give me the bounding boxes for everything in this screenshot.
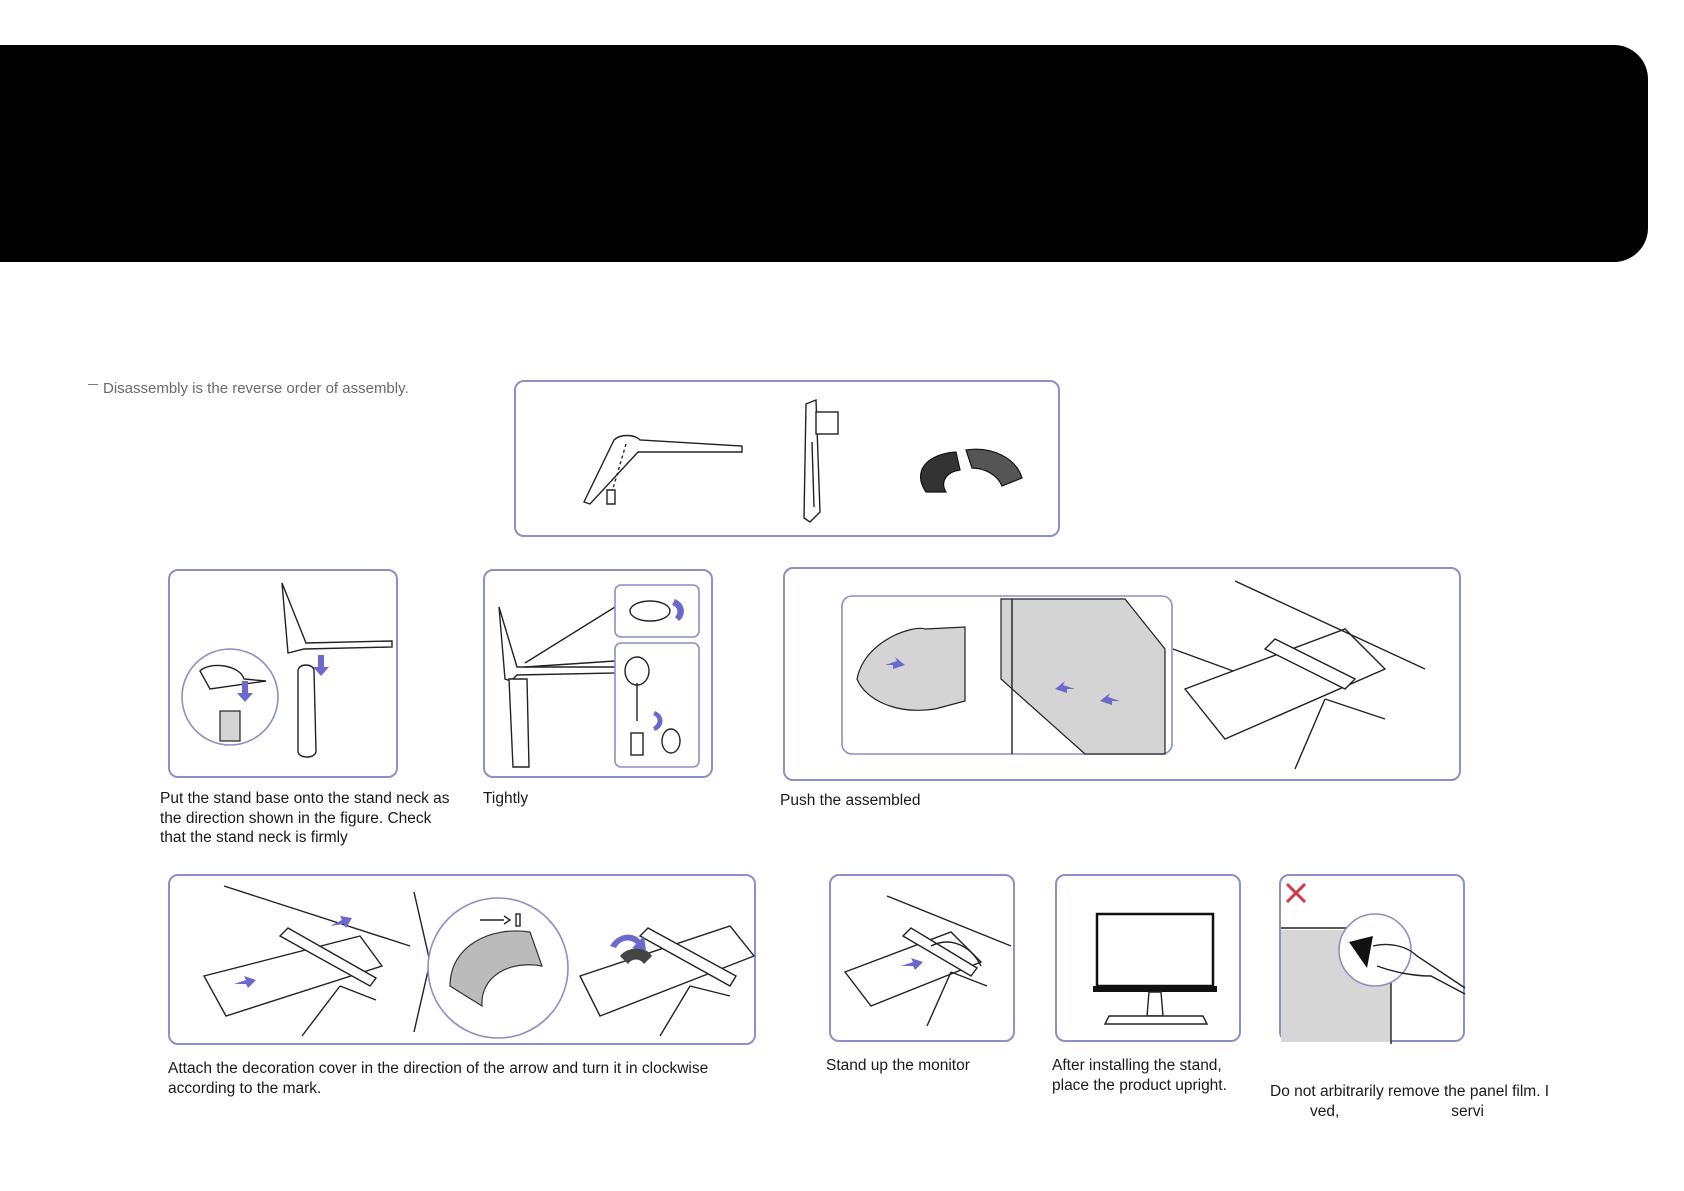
components-panel: [514, 380, 1060, 537]
header-banner: [0, 45, 1648, 262]
step-6-illustration: [1057, 876, 1243, 1044]
step-1-illustration: [170, 571, 400, 780]
step-2-illustration: [485, 571, 715, 780]
step-4-caption: [168, 1059, 708, 1098]
disassembly-note: [88, 380, 409, 397]
caption-line: Stand up the monitor: [826, 1057, 970, 1074]
caption-line: the direction shown in the figure. Check: [160, 809, 432, 827]
decoration-cover-part: [921, 449, 1022, 492]
step-6-panel: [1055, 874, 1241, 1042]
step-5-panel: [829, 874, 1015, 1042]
note-dash-icon: [88, 384, 98, 385]
caption-line: Put the stand base onto the stand neck as: [160, 790, 450, 807]
step-7-illustration: [1281, 876, 1467, 1044]
step-3-caption: [780, 791, 920, 811]
step-3-panel: [783, 567, 1461, 781]
stand-base-part: [584, 436, 742, 505]
step-2-caption: [483, 789, 528, 809]
caption-line: Do not arbitrarily remove the panel film. I: [1270, 1083, 1550, 1100]
caption-line: according to the mark.: [168, 1079, 322, 1097]
step-6-caption: [1052, 1056, 1227, 1095]
step-7-panel: [1279, 874, 1465, 1042]
note-text: Disassembly is the reverse order of assembly.: [103, 380, 409, 397]
step-5-caption: [826, 1056, 970, 1076]
caption-line: Push the assembled: [780, 792, 921, 809]
step-1-panel: [168, 569, 398, 778]
step-3-illustration: [785, 569, 1463, 783]
caption-line: ved, servi: [1310, 1102, 1484, 1120]
step-4-illustration: [170, 876, 758, 1047]
stand-neck-part: [804, 400, 838, 522]
components-illustration: [516, 382, 1062, 539]
caption-line: After installing the stand,: [1052, 1057, 1222, 1074]
step-5-illustration: [831, 876, 1017, 1044]
caption-line: place the product upright.: [1052, 1076, 1227, 1094]
step-4-panel: [168, 874, 756, 1045]
caption-line: Attach the decoration cover in the direction of the arrow and turn it in clockwise: [168, 1060, 709, 1077]
caption-line: that the stand neck is firmly: [160, 829, 348, 846]
step-1-caption: [160, 789, 450, 848]
step-7-caption: [1270, 1082, 1549, 1121]
caption-line: Tightly: [483, 790, 529, 807]
red-x-icon: [1287, 884, 1305, 902]
step-2-panel: [483, 569, 713, 778]
